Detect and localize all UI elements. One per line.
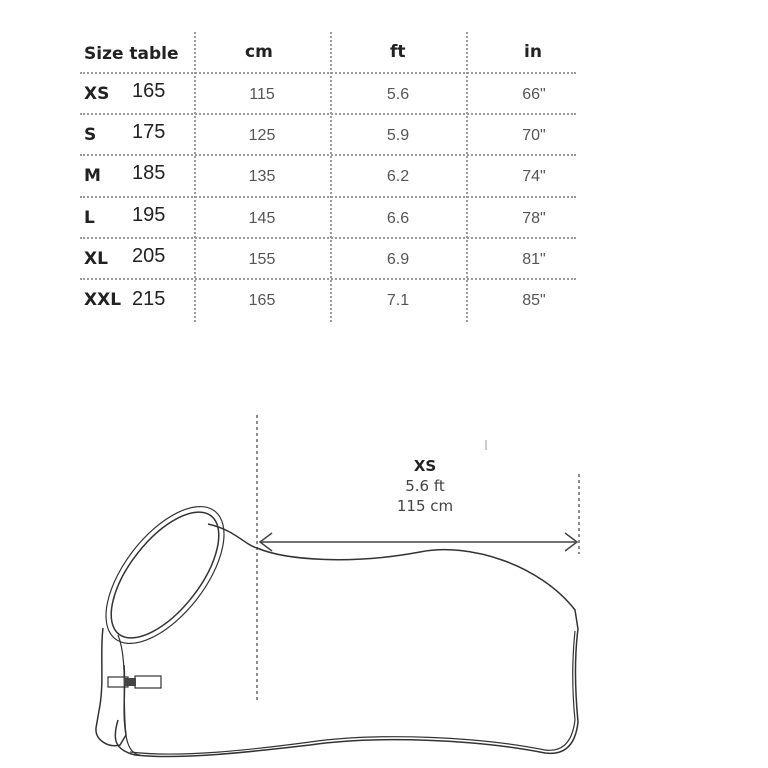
- measurement-cm: 115 cm: [396, 497, 454, 515]
- column-header-cm: cm: [245, 42, 273, 62]
- size-label: XS: [84, 84, 110, 104]
- height-value: 215: [132, 288, 166, 310]
- column-header-ft: ft: [390, 42, 406, 62]
- ft-value: 7.1: [386, 292, 410, 309]
- height-value: 165: [132, 80, 166, 102]
- in-value: 74": [522, 168, 546, 185]
- cm-value: 125: [248, 127, 276, 144]
- ft-value: 6.9: [386, 251, 410, 268]
- in-value: 66": [522, 86, 546, 103]
- size-label: XXL: [84, 290, 122, 310]
- measurement-size: XS: [413, 457, 437, 475]
- cm-value: 155: [248, 251, 276, 268]
- cm-value: 115: [249, 86, 275, 103]
- measurement-ft: 5.6 ft: [405, 477, 445, 495]
- height-value: 175: [132, 121, 166, 143]
- cm-value: 145: [248, 210, 276, 227]
- ft-value: 6.6: [386, 210, 410, 227]
- rug-diagram: [0, 400, 768, 768]
- table-row: [80, 76, 576, 117]
- height-value: 195: [132, 204, 166, 226]
- table-row: [80, 282, 576, 323]
- height-value: 205: [132, 245, 166, 267]
- column-header-in: in: [524, 42, 542, 62]
- cm-value: 165: [248, 292, 276, 309]
- table-row: [80, 241, 576, 282]
- row-divider: [80, 72, 576, 74]
- height-value: 185: [132, 162, 166, 184]
- table-row: [80, 158, 576, 199]
- table-row: [80, 200, 576, 241]
- size-label: M: [84, 166, 101, 186]
- table-row: [80, 117, 576, 158]
- ft-value: 5.9: [386, 127, 410, 144]
- size-label: S: [84, 125, 97, 145]
- in-value: 85": [522, 292, 546, 309]
- size-label: XL: [84, 249, 108, 269]
- ft-value: 5.6: [386, 86, 410, 103]
- table-title: Size table: [84, 44, 179, 64]
- in-value: 70": [522, 127, 546, 144]
- measurement-label: [360, 456, 490, 516]
- cm-value: 135: [248, 168, 276, 185]
- in-value: 81": [522, 251, 546, 268]
- ft-value: 6.2: [386, 168, 410, 185]
- in-value: 78": [522, 210, 546, 227]
- size-label: L: [84, 208, 95, 228]
